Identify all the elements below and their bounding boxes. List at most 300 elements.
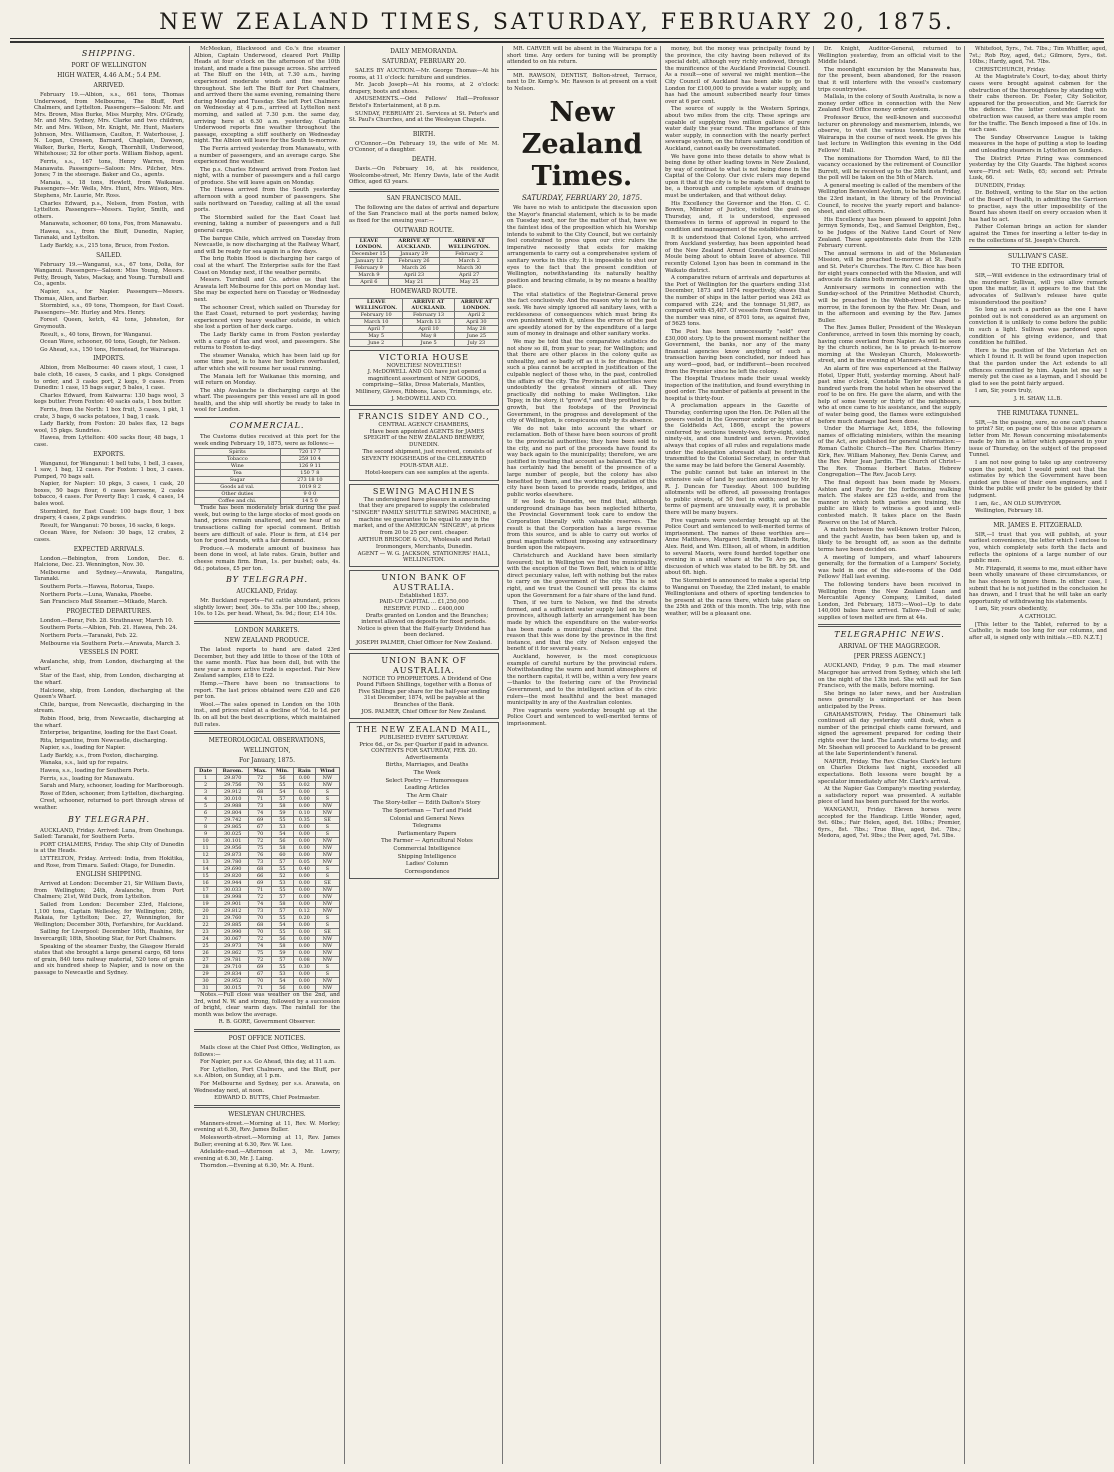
table-cell: NW [315,908,339,915]
table-cell: 55 [272,782,294,789]
paragraph: The Week [413,770,441,777]
paragraph: Mallala, in the colony of South Australia, is now a money order office in connection with the New Zealand Post Office money order system. [818,94,961,114]
sf-intro: The following are the dates of arrival and departure of the San Francisco mail at the ports named below, as fixed for the ensuing year:— [349,204,499,224]
sewing-machines-ad [349,484,499,567]
table-cell: 30.025 [217,831,249,838]
table-cell: 4 [195,796,217,803]
nameplate: New Zealand Times. [521,96,643,192]
paragraph: The Sportsman — Turf and Field [382,808,472,814]
table-cell: SE [315,880,339,887]
table-cell: 29.870 [217,775,249,782]
table-cell: 0.00 [293,838,315,845]
death-heading: DEATH. [411,155,437,163]
meteo-table [194,767,340,992]
table-cell: 9 0 0 [280,491,339,498]
table-cell: 29.812 [217,908,249,915]
table-cell: NW [315,985,339,992]
paragraph: Northern Ports.—Luna, Wanaka, Phoebe. [40,591,153,598]
table-cell: 73 [249,908,272,915]
table-cell: 30.101 [217,838,249,845]
paragraph: Auckland, however, is the most conspicuous example of careful nurture by the provincial rulers. Notwithstanding the warm and humid atmosphere of the northern capital, it will be, within a very few years—thanks to the fostering care of the Provincial Government, and to the intelligent action of its civic rulers—the most healthful and the best managed municipality in any of the Australian colonies. [507,653,657,707]
table-cell: 0.35 [293,817,315,824]
table-cell: 29.781 [217,957,249,964]
table-row [350,264,499,271]
table-cell: 56 [272,838,294,845]
table-cell: S [315,831,339,838]
table-cell: 0.00 [293,936,315,943]
table-row [195,936,340,943]
table-cell: 55 [272,915,294,922]
imports-heading: IMPORTS. [93,355,125,363]
table-cell: 55 [272,887,294,894]
table-cell: January 12 [350,257,389,264]
exports-list [34,461,184,544]
table-cell: 29.912 [217,789,249,796]
table-cell: NW [315,859,339,866]
table-cell: March 26 [388,264,439,271]
meteo-note: Notes.—Full close was weather on the 2nd, and 3rd, wind N. W. and strong, followed by a succession of bright, clear warm days. The rainfall for the month was below the average. [194,992,340,1018]
table-cell: 27 [195,957,217,964]
paragraph: SIR,—In the passing, sure, no one can't chance to print? Sir, on page one of this issue appears a letter from Mr. Rowan concerning misstatements made by him in a letter which appeared in your issue of Thursday, on the subject of the proposed Tunnel. [969,419,1107,459]
paragraph: Births, Marriages, and Deaths [385,762,469,769]
table-cell: 55 [272,964,294,971]
paragraph: Melbourne and Sydney.—Arawata, Rangatira, Taranaki. [34,569,184,583]
table-row [195,943,340,950]
table-cell: S [315,824,339,831]
ad-reserve: RESERVE FUND ... £400,000 [383,605,465,612]
meteo-sign: R. B. GORE, Government Observer. [218,1019,316,1026]
table-cell: 58 [272,901,294,908]
telegraph-list [34,828,184,870]
table-cell: 29.998 [217,894,249,901]
table-cell: 54 [272,922,294,929]
paragraph: Parliamentary Papers [397,830,457,837]
paragraph: She brings no later news, and her Australian news generally is unimportant or has been anticipated by the Press. [818,690,961,711]
column-divider [502,46,503,1464]
paragraph: Anniversary sermons in connection with the Sunday-school of the Primitive Methodist Church, will be preached in the Webb-street Chapel to-morrow, in the forenoon by the Rev. Mr. Dean, and in the afternoon and evening by the Rev. James Buller. [818,284,961,324]
paragraph: Ocean Wave, for Nelson: 30 bags, 12 crates, 2 cases. [34,530,184,544]
table-row [350,271,499,278]
table-cell: 54 [272,978,294,985]
shipping-heading: SHIPPING. [81,49,137,58]
table-cell: NW [315,803,339,810]
dateline: SATURDAY, FEBRUARY 20, 1875. [521,193,643,202]
table-cell: 70 [249,831,272,838]
table-cell: 23 [195,929,217,936]
table-cell: 29.990 [217,929,249,936]
paragraph: Charles Edward, p.s., Nelson, from Foxton, with Lyttelton. Passengers—Messrs. Taylor, Smith, and others. [34,200,184,220]
ad-text: J. McDOWELL AND CO. have just opened a magnificent assortment of NEW GOODS, comprising—Silks, Dress Materials, Mantles, Millinery, Gloves, Ribbons, Laces, Trimmings, etc. [355,369,493,395]
table-cell: March 13 [403,318,454,325]
table-header: ARRIVE AT AUCKLAND. [388,237,439,250]
table-row [195,817,340,824]
table-cell: 29.710 [217,964,249,971]
paragraph: SIR,—Will evidence in the extraordinary trial of the murderer Sullivan, will you allow remark upon the matter, as it appears to me that the advocates of Sullivan's release have quite misunderstood the position? [969,273,1107,306]
paragraph: London.—Bebington, from London, Dec. 6. Halcione, Dec. 23. Wennington, Nov. 30. [34,555,184,569]
table-cell: 68 [249,866,272,873]
table-cell: S [315,866,339,873]
column-shipping [34,46,184,1464]
table-cell: 0.00 [293,971,315,978]
paragraph: I am, &c., AN OLD SURVEYOR. [975,500,1062,507]
paragraph: Correspondence [404,868,450,875]
paragraph: His Excellency the Governor and the Hon. C. C. Bowen, Minister of Justice, visited the gaol on Thursday, and, it is understood, expressed themselves in terms of approval in regard to the condition and management of the establishment. [665,200,810,234]
paragraph: The Lady Barkly came in from Foxton yesterday with a cargo of flax and wool, and passengers. She returns to Foxton to-day. [194,331,340,352]
table-cell: 72 [249,838,272,845]
table-header: Date [195,768,217,775]
paragraph: Mails close at the Chief Post Office, Wellington, as follows:— [194,1045,340,1058]
paragraph: DUNEDIN, Friday. [975,182,1026,189]
table-row [195,929,340,936]
column-leader [507,46,657,1464]
table-cell: NW [315,852,339,859]
paragraph: Forest Queen, ketch, 42 tons, Johnston, for Greymouth. [34,317,184,330]
table-row [195,901,340,908]
paragraph: Dr. Knight, Auditor-General, returned to Wellington yesterday, from an official visit to the Middle Island. [818,46,961,66]
paragraph: The vital statistics of the Registrar-General prove the fact conclusively. And the reason why is not far to seek. We have simply ignored all sanitary laws, with a recklessness of consequences which must bring its own punishment with it, unless the errors of the past are speedily atoned for by the expenditure of a large sum of money in drainage and other sanitary works. [507,291,657,338]
paragraph: Manners-street.—Morning at 11, Rev. W. Morley; evening at 6.30, Rev. James Buller. [194,1120,340,1134]
paragraph: Lady Barkly, s.s., from Foxton, discharging. [40,752,159,759]
paragraph: Stormbird, s.s., 69 tons, Thompson, for East Coast. Passengers—Mr. Hurley and Mrs. Henry. [34,303,184,316]
homeward-table [349,298,499,347]
table-cell: 29.956 [217,845,249,852]
paragraph: CHRISTCHURCH, Friday. [975,66,1046,73]
table-cell: March 2 [440,257,499,264]
table-cell: 72 [249,936,272,943]
table-cell: 76 [249,852,272,859]
paragraph: Select Poetry — Humoresques [385,777,469,784]
table-cell: SE [315,929,339,936]
paragraph: SALES BY AUCTION.—Mr. George Thomas—At his rooms, at 11 o'clock: furniture and sundries. [349,68,499,81]
table-cell: 68 [249,789,272,796]
table-cell: 57 [272,859,294,866]
table-row [195,498,340,505]
paragraph: At the Magistrate's Court, to-day, about thirty cases were brought against cabmen for the obstruction of the thoroughfares by standing with their cabs thereon. Dr. Foster, City Solicitor, appeared for the prosecution, and Mr. Garrick for the defence. The latter contended that no obstruction was caused, as there was ample room for the traffic. The Bench imposed a fine of 10s. in each case. [969,74,1107,134]
table-cell: 29.820 [217,873,249,880]
table-row [195,971,340,978]
paragraph: Mr. Jacob Joseph—At his rooms, at 2 o'clock: drapery, boots and shoes. [349,82,499,95]
paragraph: February 19.—Wanganui, s.s., 67 tons, Dolia, for Wanganui. Passengers—Saloon: Miss Young, Messrs. Petty, Brough, Yates, Mackay, and Young. Turnbull and Co., agents. [34,261,184,288]
table-header: LEAVE WELLINGTON. [350,298,403,311]
table-cell: NW [315,950,339,957]
table-cell: 29.804 [217,810,249,817]
table-cell: 57 [272,957,294,964]
table-cell: 14 5 0 [280,498,339,505]
table-cell: March 9 [350,271,389,278]
paragraph: London.—Berar, Feb. 28. Strathnaver, March 10. [40,617,174,624]
table-header: ARRIVE AT AUCKLAND. [403,298,454,311]
paragraph: Leading Articles [404,785,450,792]
exports-heading: EXPORTS. [93,450,125,458]
customs-table [194,448,340,505]
paragraph: It is understood that Colonel Lyon, who arrived from Auckland yesterday, has been appointed head of the New Zealand Armed Constabulary. Colonel Moule being about to obtain leave of absence. Till recently Colonel Lyon has been in command in the Waikato district. [665,234,810,274]
table-cell: April 6 [350,278,389,285]
table-cell: 29.865 [217,824,249,831]
union-bank-ad [349,570,499,650]
top-paras [969,46,1107,244]
english-shipping-list [34,881,184,976]
table-cell: NW [315,887,339,894]
paragraph: A comparative return of arrivals and departures at the Port of Wellington for the quarters ending 31st December, 1873 and 1874 respectively, shows that the number of ships in the latter period was 242 as compared with 224; and the tonnage 51,987, as compared with 45,487. Of vessels from Great Britain the number was nine, of 8701 tons, as against five, of 5625 tons. [665,275,810,328]
table-row [195,803,340,810]
paragraph: Napier, s.s., loading for Napier. [40,745,126,752]
table-cell: 68 [249,922,272,929]
paragraph: Colonial and General News [389,815,465,822]
sailed-list [34,262,184,354]
table-cell: February 13 [403,311,454,318]
imports-list [34,365,184,448]
ad-text: Have been appointed AGENTS for JAMES SPEIGHT of the NEW ZEALAND BREWERY, DUNEDIN. [363,428,485,448]
paragraph: Albion, from Melbourne: 40 cases stout, 1 case, 1 bale cloth, 16 cases, 5 casks, and 1 pkgs. Consigned to order, and 3 casks port, 2 kegs, 9 cases. From Dunedin: 1 case, 15 bags sugar, 5 bales, 1 case. [34,365,184,392]
local-paras [818,46,961,621]
table-cell: June 2 [350,339,403,346]
table-cell: 72 [249,775,272,782]
table-cell: 0.00 [293,775,315,782]
table-cell: 71 [249,985,272,992]
table-cell: April 23 [388,271,439,278]
table-cell: 29.780 [217,859,249,866]
table-cell: 74 [249,901,272,908]
rimutaka-sign: Wellington, February 18. [975,508,1043,515]
wesleyan-paras [194,1121,340,1170]
table-cell: 29.952 [217,978,249,985]
paragraph: The Stormbird sailed for the East Coast last evening, taking a number of passengers and a full general cargo. [194,214,340,235]
paragraph: Lady Barkly, from Foxton: 20 bales flax, 12 bags wool, 15 pkgs. Sundries. [34,421,184,434]
fitzgerald-paras [969,532,1107,613]
column-local [818,46,961,1464]
paragraph: The Stormbird is announced to make a special trip to Wanganui on Tuesday, the 23rd instant, to enable Wellingtonians and others of sporting tendencies to be present at the races there, which take place on the 25th and 26th of this month. The trip, with fine weather, will be a pleasant one. [665,577,810,617]
paragraph: Hemp.—There have been no transactions to report. The last prices obtained were £20 and £26 per ton. [194,680,340,701]
meteo-month: For January, 1875. [239,757,295,765]
table-header: Max. [249,768,272,775]
paragraph: A general meeting is called of the members of the Wellington Benevolent Asylum, to be held on Friday, the 23rd instant, in the library of the Provincial Council, to receive the yearly report and balance-sheet, and elect officers. [818,182,961,216]
ad-subtitle: CENTRAL AGENCY CHAMBERS, [378,422,470,429]
divider [194,417,340,418]
paragraph: The steamer Wanaka, which has been laid up for some time past, is to have her boilers overhauled, after which she will resume her usual running. [194,352,340,372]
paragraph: We have no wish to anticipate the discussion upon the Mayor's financial statement, which is to be made on Tuesday next, nor for the matter of that, have we the faintest idea of the proposition which his Worship intends to submit to the City Council, but we certainly feel constrained to press upon our civic rulers the imperative necessity that exists for making arrangements to carry out a comprehensive system of sanitary works in this city. It is impossible to shut our eyes to the fact that the present condition of Wellington, notwithstanding its naturally healthy position and bracing climate, is by no means a healthy place. [507,205,657,291]
paragraph: Sailed from London: December 23rd, Halcione, 1,100 tons, Captain Wellesley, for Wellington; 26th, Rakaia, for Lyttelton; Dec. 27, Wennington, for Wellington; December 30th, Forfarshire, for Auckland. [34,901,184,928]
table-cell: 57 [272,796,294,803]
table-cell: 54 [272,831,294,838]
paragraph: Southern Ports.—Hawea, Rotorua, Taupo. [40,584,155,590]
leader-paras [507,205,657,727]
table-cell: Sugar [195,477,281,484]
table-cell: 70 [249,915,272,922]
paragraph: An alarm of fire was experienced at the Railway Hotel, Upper Hutt, yesterday morning. About half-past nine o'clock, Constable Taylor was about a hundred yards from the hotel when he observed the roof to be on fire. He gave the alarm, and with the help of some twenty or thirty of the neighbours, who at once came to his assistance, and the supply of water being good, the flames were extinguished before much damage had been done. [818,365,961,425]
table-cell: 16 [195,880,217,887]
paragraph: Thorndon.—Evening at 6.30, Mr. A. Hunt. [200,1163,314,1170]
projected-list [34,618,184,647]
column-divider [660,46,661,1464]
paragraph: Hawea, s.s., from the Bluff, Dunedin, Napier, Taranaki, and Lyttelton. [34,228,184,242]
commercial-intro: The Customs duties received at this port for the week ending February 19, 1875, were as follows:— [194,434,340,447]
table-cell: NW [315,775,339,782]
paragraph: Go Ahead, s.s., 150 tons, Hemstead, for Wairarapa. [40,346,181,353]
table-cell: 5 [195,803,217,810]
sullivan-sign: J. H. SHAW, LL.B. [1014,395,1062,402]
paragraph: Napier, for Napier: 10 pkgs, 3 cases, 1 cask, 20 boxes, 50 bags flour, 6 cases kerosene, 2 casks tobacco, 4 cases. For Poverty Bay: 1 cask, 4 cases, 14 bales wool. [34,481,184,508]
column-commercial [194,46,340,1464]
paragraph: The Manaia left for Waikanae this morning, and will return on Monday. [194,373,340,387]
paragraph: Shipping Intelligence [397,853,457,860]
table-cell: NW [315,838,339,845]
paragraph: The Hawea arrived from the South yesterday afternoon with a good number of passengers. She sails northward on Tuesday, calling at all the usual ports. [194,187,340,214]
paragraph: PORT CHALMERS, Friday. The ship City of Dunedin is at the Heads. [34,841,184,855]
paragraph: The source of supply is the Western Springs, about two miles from the city. These springs are capable of supplying two million gallons of pure water daily the year round. The importance of this water supply, in connection with the nearly perfect sewerage system, on the future sanitary condition of Auckland, cannot easily be overestimated. [665,106,810,152]
table-row [195,908,340,915]
table-cell: May 5 [350,332,403,339]
table-cell: NW [315,901,339,908]
table-cell: Goods ad val. [195,484,281,491]
paragraph: SUNDAY, FEBRUARY 21. Services at St. Peter's and St. Paul's Churches, and at the Wesleyan Chapels. [349,110,499,124]
ad-title: UNION BANK OF AUSTRALIA. [381,655,467,675]
table-header: Barom. [217,768,249,775]
union-bank-notice-ad [349,653,499,720]
paragraph: GRAHAMSTOWN, Friday. The Ohinemuri talk continued all day yesterday until dusk, when a number of the principal chiefs came forward, and signed the agreement prepared for ceding their rights over the land. The Lands returns to-day, and Mr. Sheehan will proceed to Auckland to be present at the late Superintendent's funeral. [818,711,961,758]
table-cell: S [315,796,339,803]
divider [194,621,340,624]
table-row [195,845,340,852]
paragraph: LYTTELTON, Friday. Arrived: India, from Hokitika, and Rose, from Timaru. Sailed: Otago, for Dunedin. [34,856,184,869]
homeward-heading: HOMEWARD ROUTE. [390,287,458,295]
table-cell: 29.988 [217,803,249,810]
paragraph: Trade has been moderately brisk during the past week, but owing to the large stocks of most goods on hand, prices remain unaltered, and we hear of no transactions calling for special comment. British beers are difficult of sale. Flour is firm, at £14 per ton for good brands, with a fair demand. [194,505,340,545]
london-paras [194,647,340,728]
table-cell: 71 [249,796,272,803]
table-cell: May 28 [454,325,498,332]
ad-sign: ARTHUR BRISCOE & CO., Wholesale and Retail Ironmongers, Merchants, Dunedin. [357,537,491,550]
paragraph: I am, Sir, yours obediently, [975,606,1048,613]
table-cell: 24 [195,936,217,943]
paragraph: Result, for Wanganui: 70 boxes, 16 sacks, 6 kegs. [40,522,176,529]
table-cell: 74 [249,943,272,950]
table-row [195,852,340,859]
commercial-paras [194,505,340,572]
table-cell: 0.00 [293,943,315,950]
wesleyan-heading: WESLEYAN CHURCHES. [228,1110,306,1118]
paragraph: Telegrams [412,823,442,830]
paragraph: Adelaide-road.—Afternoon at 3, Mr. Lowry; evening at 6.30, Mr. J. Laing. [194,1149,340,1162]
fitzgerald-heading: MR. JAMES E. FITZGERALD. [993,521,1083,529]
ad-contents-list [352,755,496,876]
paragraph: The final deposit has been made by Messrs. Ashton and Purdy for the forthcoming walking match. The stakes are £25 a-side, and from the manner in which both parties are training, the public are likely to witness a good and well-contested match. It takes place on the Basin Reserve on the 1st of March. [818,480,961,526]
table-cell: 0.00 [293,803,315,810]
table-cell: 28 [195,964,217,971]
table-header: Rain [293,768,315,775]
table-row [350,257,499,264]
table-cell: 58 [272,845,294,852]
paragraph: Speaking of the steamer Euxby, the Glasgow Herald states that she brought a large general cargo, 68 tons of grain, 840 tons railway material, 520 tons of grain and six hundred sheep to Napier, and is now on the passage to Newcastle and Sydney. [34,943,184,976]
table-cell: 0.00 [293,824,315,831]
table-cell: 6 [195,810,217,817]
table-cell: 56 [272,985,294,992]
paragraph: Star of the East, ship, from London, discharging at the wharf. [34,673,184,686]
telegraphic-paras [818,663,961,839]
table-row [195,463,340,470]
fitzgerald-sign: A CATHOLIC. [1019,613,1057,620]
paragraph: AUCKLAND, Friday. Arrived: Luna, from Onehunga. Sailed: Taranaki, for Southern Ports. [34,827,184,841]
paragraph: We may be told that the comparative statistics do not show so ill, from year to year, for Wellington; and that there are other places in the colony quite as unhealthy, and so badly off as it is for drainage. But such a plea cannot be accepted in justification of the culpable neglect of those who, in the past, controlled the affairs of the city. The Provincial authorities were undoubtedly the greatest sinners of all. They practically did nothing to make Wellington. Like Topsy, in the story, it "grow'd," and they profited by its growth, but the footsteps of the Provincial Government, in the progress and development of the city of Wellington, is conspicuous only by its absence. [507,339,657,425]
table-cell: 29.944 [217,880,249,887]
table-cell: 0.00 [293,880,315,887]
paragraph: Advertisements [405,754,449,761]
ad-title: SEWING MACHINES [372,486,476,496]
outward-heading: OUTWARD ROUTE. [393,226,455,234]
table-cell: NW [315,957,339,964]
table-cell: Wine [195,463,281,470]
table-cell: 0.30 [293,964,315,971]
table-cell: 55 [272,866,294,873]
paragraph: Commercial Intelligence [393,845,461,852]
table-cell: 29.973 [217,943,249,950]
table-row [195,894,340,901]
table-cell: 74 [249,810,272,817]
ad-text: Drafts granted on London and the Branches; interest allowed on deposits for fixed periods. Notice is given that the Half-yearly Dividend has been declared. [357,612,491,639]
table-cell: 52 [272,873,294,880]
paragraph: The following tenders have been received in Wellington from the New Zealand Loan and Mercantile Agency Company, Limited, dated London, 3rd February, 1875:—Wool—Up to date 140,000 bales have arrived. Tallow—Dull of sale; supplies of town melted are firm at 44s. [818,581,961,621]
table-cell: 55 [272,817,294,824]
table-cell: 53 [272,971,294,978]
press-agency: [PER PRESS AGENCY.] [854,653,925,661]
table-cell: March 10 [350,318,403,325]
shipping-notes [194,46,340,414]
ad-price: Price 6d., or 5s. per Quarter if paid in advance. [359,741,489,748]
table-row [195,831,340,838]
ad-text: The undersigned have pleasure in announcing that they are prepared to supply the celebrated "SINGER" FAMILY SHUTTLE SEWING MACHINE, a machine we guarantee to be equal to any in the market, and of the AMERICAN "SINGER", at prices from 20 to 25 per cent. cheaper. [352,496,496,536]
vessels-list [34,659,184,811]
table-cell: July 23 [454,339,498,346]
table-cell: 0.00 [293,831,315,838]
table-cell: 69 [249,817,272,824]
column-divider [964,46,965,1464]
arrived-heading: ARRIVED. [93,82,125,89]
paragraph: Halcione, ship, from London, discharging at the Queen's Wharf. [34,687,184,701]
table-cell: 70 [249,929,272,936]
table-cell: 30.033 [217,887,249,894]
divider [969,406,1107,407]
table-cell: January 29 [388,250,439,257]
tide-line: HIGH WATER, 4.46 A.M.; 5.4 P.M. [57,72,161,79]
paragraph: The annual sermons in aid of the Melanesian Mission, will be preached to-morrow at St. Paul's and St. Peter's Churches. The Rev. C. Bice has been for eight years connected with the Mission, and will advocate its claims both morning and evening. [818,250,961,284]
table-cell: 1019 8 2 [280,484,339,491]
table-cell: 21 [195,915,217,922]
table-cell: February 10 [350,311,403,318]
table-cell: 0.00 [293,789,315,796]
paragraph: If we look to Dunedin, we find that, although underground drainage has been neglected hitherto, the Provincial Government took care to endow the Corporation liberally with valuable reserves. The result is that the Corporation has a large revenue from this source, and is able to carry out works of great magnitude without imposing any extraordinary burden upon the ratepayers. [507,499,657,552]
table-cell: 150 7 8 [280,470,339,477]
paragraph: The Hospital Trustees made their usual weekly inspection of the institution, and found everything in good order. The number of patients at present in the hospital is thirty-four. [665,376,810,402]
table-cell: SE [315,817,339,824]
paragraph: Chile, barque, from Newcastle, discharging in the stream. [34,701,184,715]
ad-text: The second shipment, just received, consists of SEVENTY HOGSHEADS of the CELEBRATED FOUR-STAR ALE. [361,449,492,469]
table-cell: 259 10 4 [280,456,339,463]
table-row [195,491,340,498]
telegraph-heading: BY TELEGRAPH. [226,575,308,585]
table-row [195,880,340,887]
table-header: LEAVE LONDON. [350,237,389,250]
table-cell: 0.10 [293,810,315,817]
paragraph: Robin Hood, brig, from Newcastle, discharging at the wharf. [34,715,184,729]
paragraph: Here is the position of the Victorian Act on which I found it. It will be found upon inspection that the pardon under the Act extends to all offences committed by him. Again let me say I merely put the case as a layman, and I should be glad to see the point fairly argued. [969,347,1107,387]
table-row [195,456,340,463]
paragraph: Stormbird, for East Coast: 100 bags flour, 1 box drapery, 4 cases, 2 pkgs sundries. [34,508,184,522]
paragraph: The Rev. James Buller, President of the Wesleyan Conference, arrived in town this morning by coach, having come overland from Napier. As will be seen by the church notices, he is to preach to-morrow morning at the Wesleyan Church, Molesworth-street, and in the evening at Manners-street. [818,325,961,365]
paragraph: Hawea, s.s., loading for Southern Ports. [40,768,150,775]
table-cell: 18 [195,894,217,901]
memo-paras [349,68,499,124]
sullivan-heading: SULLIVAN'S CASE. [1007,253,1068,261]
table-cell: 72 [249,957,272,964]
